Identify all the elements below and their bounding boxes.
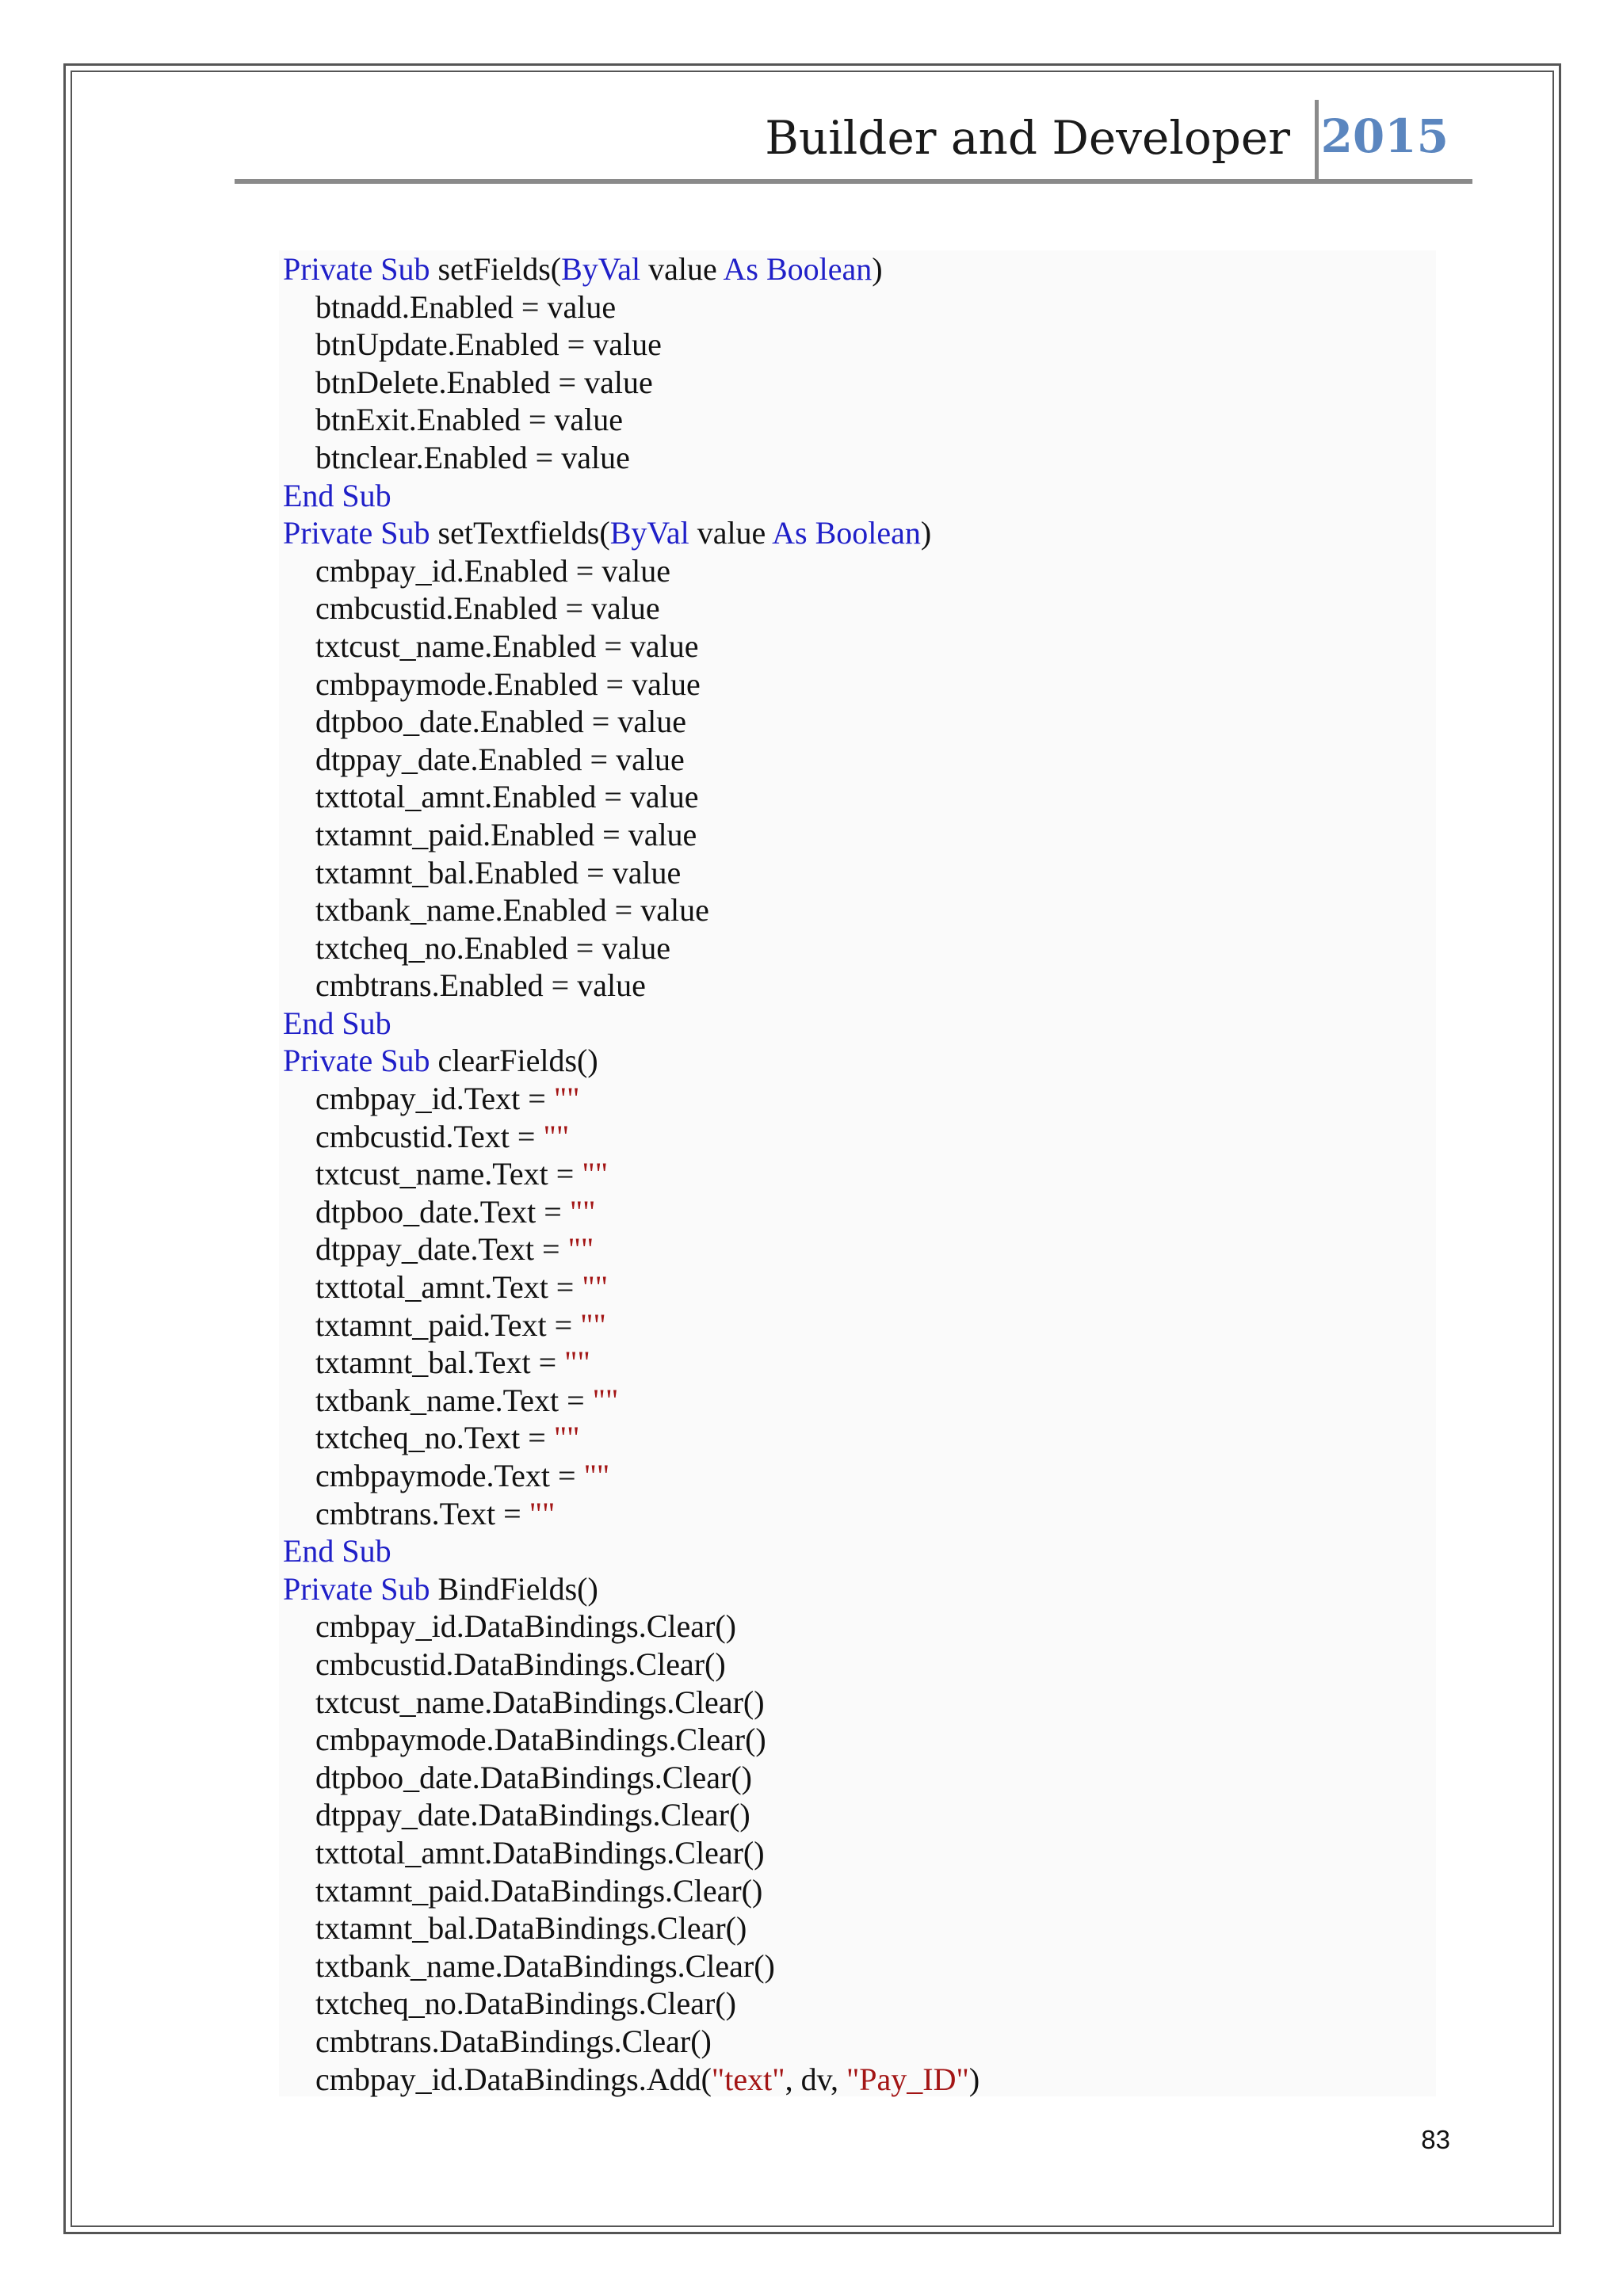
code-line	[283, 1570, 980, 1608]
header-year: 2015	[1320, 109, 1449, 163]
code-line	[283, 1759, 980, 1797]
code-line	[283, 1457, 980, 1495]
code-text: dtppay_date.Enabled = value	[315, 741, 685, 777]
code-keyword: End Sub	[283, 1533, 391, 1569]
code-line	[283, 703, 980, 741]
code-line	[283, 1872, 980, 1910]
code-line	[283, 1080, 980, 1118]
code-string: ""	[592, 1382, 619, 1418]
code-text: cmbpay_id.DataBindings.Clear()	[315, 1608, 736, 1645]
code-text: cmbpay_id.Enabled = value	[315, 552, 670, 589]
code-keyword: As Boolean	[723, 251, 873, 287]
code-line	[283, 1532, 980, 1570]
code-text: txttotal_amnt.DataBindings.Clear()	[315, 1834, 765, 1871]
code-text: txtcust_name.Text =	[315, 1156, 582, 1192]
code-listing	[283, 250, 980, 2098]
code-line	[283, 854, 980, 892]
code-line	[283, 891, 980, 929]
code-line	[283, 816, 980, 854]
code-line	[283, 326, 980, 364]
code-line	[283, 1796, 980, 1834]
code-text: , dv,	[785, 2061, 846, 2097]
code-line	[283, 1344, 980, 1382]
code-line	[283, 1834, 980, 1872]
code-line	[283, 1419, 980, 1457]
code-line	[283, 514, 980, 552]
code-string: ""	[543, 1118, 570, 1154]
code-line	[283, 1118, 980, 1156]
code-line	[283, 364, 980, 402]
code-keyword: End Sub	[283, 1005, 391, 1041]
header-title: Builder and Developer	[765, 111, 1290, 165]
code-text: txtbank_name.Text =	[315, 1382, 593, 1418]
code-text: txttotal_amnt.Text =	[315, 1269, 582, 1306]
code-text: cmbcustid.Enabled = value	[315, 590, 660, 627]
page-number: 83	[1421, 2125, 1450, 2154]
code-text: cmbcustid.DataBindings.Clear()	[315, 1646, 726, 1682]
code-text: btnUpdate.Enabled = value	[315, 326, 662, 363]
code-line	[283, 1306, 980, 1344]
code-text: txtamnt_bal.Text =	[315, 1344, 565, 1381]
code-text: dtpboo_date.Enabled = value	[315, 704, 686, 740]
code-text: txtamnt_paid.Text =	[315, 1306, 581, 1343]
code-line	[283, 250, 980, 288]
code-line	[283, 929, 980, 967]
code-line	[283, 439, 980, 477]
code-string: ""	[564, 1344, 590, 1381]
code-text: cmbtrans.Enabled = value	[315, 967, 646, 1004]
code-string: ""	[583, 1458, 610, 1493]
code-text: txtamnt_paid.Enabled = value	[315, 816, 697, 852]
code-text: txtamnt_paid.DataBindings.Clear()	[315, 1872, 763, 1909]
code-string: ""	[553, 1420, 580, 1456]
code-line	[283, 1495, 980, 1533]
code-line	[283, 477, 980, 515]
code-text: )	[920, 515, 932, 551]
code-line	[283, 288, 980, 326]
code-line	[283, 741, 980, 779]
code-text: value	[689, 515, 773, 551]
code-line	[283, 1230, 980, 1268]
code-keyword: Private Sub	[283, 251, 438, 287]
code-text: dtppay_date.Text =	[315, 1231, 568, 1268]
header-rule	[235, 179, 1472, 184]
code-line	[283, 401, 980, 439]
code-text: )	[872, 251, 883, 287]
code-line	[283, 1684, 980, 1722]
code-string: ""	[580, 1306, 606, 1343]
code-text: value	[640, 251, 724, 287]
code-keyword: ByVal	[609, 515, 689, 551]
code-text: txtbank_name.Enabled = value	[315, 892, 709, 929]
code-text: txtcheq_no.Enabled = value	[315, 929, 670, 966]
page-header	[235, 100, 1472, 184]
code-text: btnDelete.Enabled = value	[315, 364, 653, 400]
header-divider	[1315, 100, 1319, 181]
code-text: txtcust_name.DataBindings.Clear()	[315, 1684, 765, 1720]
code-text: cmbpay_id.DataBindings.Add(	[315, 2061, 712, 2097]
code-text: txtcheq_no.DataBindings.Clear()	[315, 1985, 736, 2022]
code-text: cmbpaymode.DataBindings.Clear()	[315, 1722, 766, 1758]
code-text: cmbpay_id.Text =	[315, 1081, 554, 1117]
code-line	[283, 552, 980, 590]
code-text: txtamnt_bal.DataBindings.Clear()	[315, 1910, 747, 1947]
code-line	[283, 1382, 980, 1420]
code-text: cmbtrans.Text =	[315, 1495, 529, 1531]
code-text: txtcust_name.Enabled = value	[315, 627, 699, 664]
code-line	[283, 666, 980, 704]
code-line	[283, 1721, 980, 1759]
code-string: ""	[582, 1269, 609, 1306]
code-text: txttotal_amnt.Enabled = value	[315, 779, 699, 815]
code-line	[283, 1005, 980, 1043]
code-line	[283, 1193, 980, 1231]
code-text: BindFields()	[437, 1570, 598, 1607]
code-keyword: Private Sub	[283, 1043, 438, 1079]
code-line	[283, 2023, 980, 2061]
code-text: cmbcustid.Text =	[315, 1118, 544, 1154]
code-keyword: Private Sub	[283, 515, 438, 551]
code-text: cmbpaymode.Text =	[315, 1458, 584, 1493]
code-text: cmbpaymode.Enabled = value	[315, 666, 701, 702]
code-text: setTextfields(	[437, 515, 610, 551]
code-string: ""	[529, 1495, 556, 1531]
code-text: txtamnt_bal.Enabled = value	[315, 854, 682, 891]
code-line	[283, 2061, 980, 2099]
code-keyword: End Sub	[283, 477, 391, 513]
code-text: clearFields()	[437, 1043, 598, 1079]
code-string: "Pay_ID"	[846, 2061, 969, 2097]
code-text: btnadd.Enabled = value	[315, 288, 617, 325]
code-line	[283, 1909, 980, 1947]
code-text: btnExit.Enabled = value	[315, 402, 624, 438]
code-line	[283, 627, 980, 666]
code-line	[283, 1155, 980, 1193]
code-text: dtppay_date.DataBindings.Clear()	[315, 1797, 750, 1833]
code-text: cmbtrans.DataBindings.Clear()	[315, 2023, 712, 2059]
code-line	[283, 1608, 980, 1646]
code-keyword: ByVal	[561, 251, 641, 287]
code-text: txtcheq_no.Text =	[315, 1420, 554, 1456]
code-line	[283, 1985, 980, 2023]
code-line	[283, 778, 980, 816]
code-string: "text"	[711, 2061, 785, 2097]
code-line	[283, 1947, 980, 1985]
code-string: ""	[582, 1156, 609, 1192]
code-line	[283, 1646, 980, 1684]
code-line	[283, 1042, 980, 1080]
code-text: )	[968, 2061, 980, 2097]
code-text: btnclear.Enabled = value	[315, 439, 630, 475]
code-string: ""	[553, 1081, 580, 1117]
code-text: dtpboo_date.DataBindings.Clear()	[315, 1759, 752, 1795]
code-keyword: As Boolean	[772, 515, 921, 551]
code-string: ""	[567, 1231, 594, 1268]
code-line	[283, 589, 980, 627]
code-line	[283, 1268, 980, 1306]
code-keyword: Private Sub	[283, 1570, 438, 1607]
code-line	[283, 967, 980, 1005]
code-text: txtbank_name.DataBindings.Clear()	[315, 1947, 775, 1984]
code-text: dtpboo_date.Text =	[315, 1193, 570, 1230]
code-string: ""	[569, 1193, 596, 1230]
code-text: setFields(	[437, 251, 562, 287]
